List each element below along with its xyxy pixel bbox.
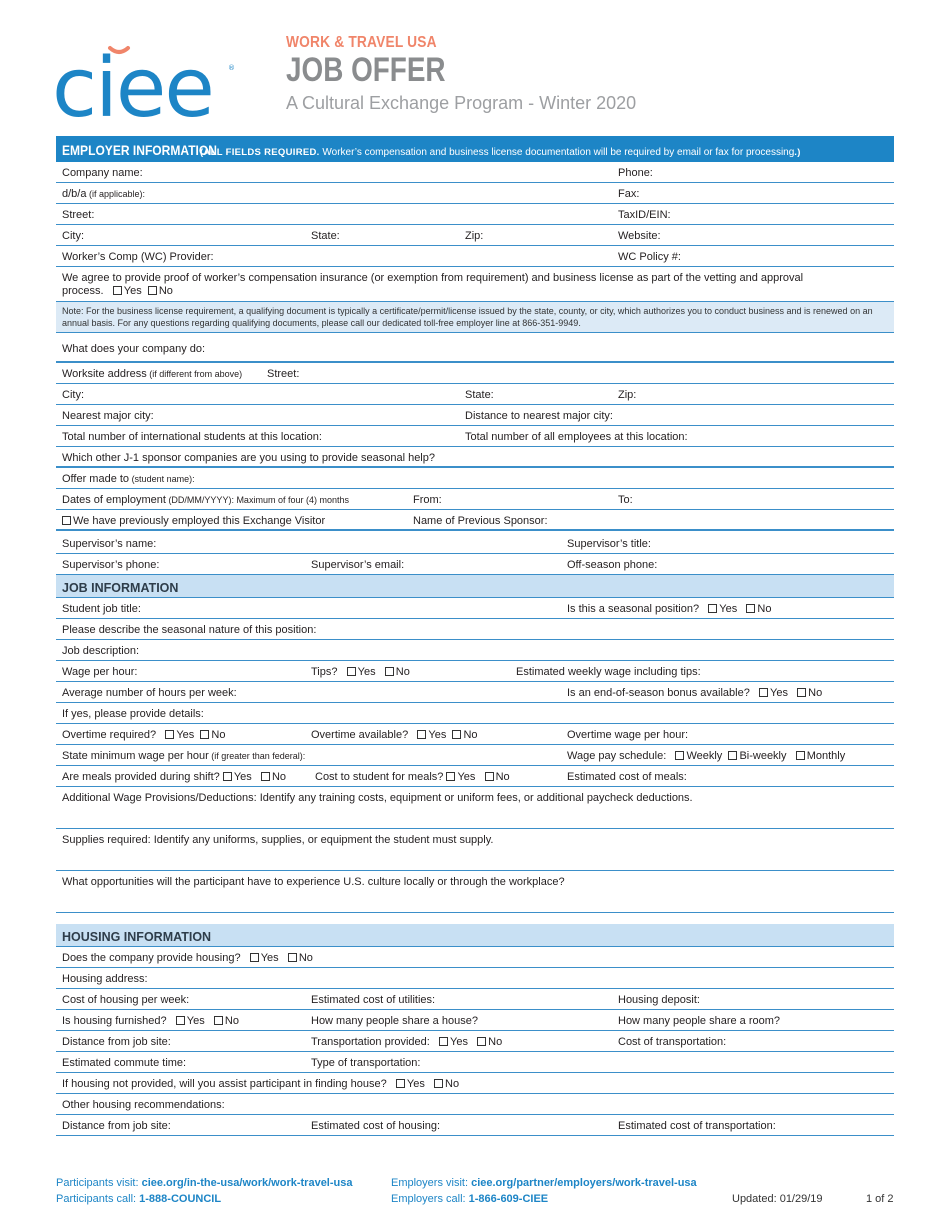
bonus-details-label: If yes, please provide details:	[62, 708, 204, 720]
dba-row[interactable]	[56, 183, 894, 204]
transport-cost-label: Cost of transportation:	[618, 1036, 727, 1048]
prev-employed-label: We have previously employed this Exchange Visitor	[62, 515, 325, 527]
job-title-label: Student job title:	[62, 603, 141, 615]
bonus-details-row[interactable]	[56, 703, 894, 724]
commute-label: Estimated commute time:	[62, 1057, 187, 1069]
tips-yes-checkbox[interactable]	[347, 667, 356, 676]
wc-provider-label: Worker’s Comp (WC) Provider:	[62, 251, 214, 263]
assist-yes-checkbox[interactable]	[396, 1079, 405, 1088]
employers-link[interactable]: ciee.org/partner/employers/work-travel-usa	[471, 1177, 697, 1189]
other-sponsors-row[interactable]	[56, 447, 894, 468]
agree-yes-checkbox[interactable]	[113, 286, 122, 295]
agree-no-checkbox[interactable]	[148, 286, 157, 295]
ot-req-yes-checkbox[interactable]	[165, 730, 174, 739]
seasonal-no-checkbox[interactable]	[746, 604, 755, 613]
min-wage-row[interactable]	[56, 745, 894, 766]
worksite-zip-label: Zip:	[618, 389, 637, 401]
supplies-row[interactable]	[56, 829, 894, 871]
logo-text: ciee	[52, 41, 213, 130]
furnished-row[interactable]	[56, 1010, 894, 1031]
dates-row[interactable]	[56, 489, 894, 510]
website-label: Website:	[618, 230, 661, 242]
spacer	[56, 913, 894, 924]
ot-req-no-checkbox[interactable]	[200, 730, 209, 739]
seasonal-yes-checkbox[interactable]	[708, 604, 717, 613]
employers-call: Employers call: 1-866-609-CIEE	[391, 1193, 549, 1205]
weekly-checkbox[interactable]	[675, 751, 684, 760]
page-subtitle: A Cultural Exchange Program - Winter 2020	[286, 93, 637, 113]
est-housing-label: Estimated cost of housing:	[311, 1120, 441, 1132]
prev-employed-checkbox[interactable]	[62, 516, 71, 525]
dates-label: Dates of employment (DD/MM/YYYY): Maximum of four (4) months	[62, 494, 349, 506]
what-does-row[interactable]	[56, 333, 894, 363]
distance2-label: Distance from job site:	[62, 1120, 171, 1132]
transport-yes-checkbox[interactable]	[439, 1037, 448, 1046]
worksite-city-label: City:	[62, 389, 84, 401]
seasonal-desc-row[interactable]	[56, 619, 894, 640]
ot-avail-no-checkbox[interactable]	[452, 730, 461, 739]
worksite-address-label: Worksite address (if different from above)	[62, 368, 243, 380]
company-name-row[interactable]	[56, 162, 894, 183]
assist-row[interactable]	[56, 1073, 894, 1094]
transport-provided-question: Transportation provided: Yes No	[311, 1036, 503, 1048]
meals-no-checkbox[interactable]	[261, 772, 270, 781]
assist-no-checkbox[interactable]	[434, 1079, 443, 1088]
phone-label: Phone:	[618, 167, 653, 179]
wage-row[interactable]	[56, 661, 894, 682]
est-costs-row[interactable]	[56, 1115, 894, 1136]
share-house-label: How many people share a house?	[311, 1015, 478, 1027]
ot-required-question: Overtime required? Yes No	[62, 729, 226, 741]
other-housing-row[interactable]	[56, 1094, 894, 1115]
all-employees-label: Total number of all employees at this location:	[465, 431, 688, 443]
svg-text:®: ®	[228, 64, 235, 72]
ot-wage-label: Overtime wage per hour:	[567, 729, 689, 741]
utilities-label: Estimated cost of utilities:	[311, 994, 436, 1006]
sup-name-label: Supervisor’s name:	[62, 538, 157, 550]
page-title: JOB OFFER	[286, 51, 446, 89]
other-sponsors-label: Which other J-1 sponsor companies are you using to provide seasonal help?	[62, 452, 435, 464]
furnished-no-checkbox[interactable]	[214, 1016, 223, 1025]
housing-provide-question: Does the company provide housing? Yes No	[62, 952, 313, 964]
sup-phone-label: Supervisor’s phone:	[62, 559, 160, 571]
nearest-city-label: Nearest major city:	[62, 410, 154, 422]
meals-est-label: Estimated cost of meals:	[567, 771, 687, 783]
ot-available-question: Overtime available? Yes No	[311, 729, 478, 741]
worksite-city-row[interactable]	[56, 384, 894, 405]
furnished-question: Is housing furnished? Yes No	[62, 1015, 239, 1027]
distance-label: Distance from job site:	[62, 1036, 171, 1048]
housing-address-row[interactable]	[56, 968, 894, 989]
employer-section-header	[56, 136, 894, 162]
offer-made-label: Offer made to (student name):	[62, 473, 195, 485]
transport-no-checkbox[interactable]	[477, 1037, 486, 1046]
culture-label: What opportunities will the participant have to experience U.S. culture locally or through the workplace?	[62, 876, 565, 888]
worksite-state-label: State:	[465, 389, 494, 401]
employer-heading: EMPLOYER INFORMATION	[62, 142, 217, 158]
worksite-street-label: Street:	[267, 368, 300, 380]
job-section-header: JOB INFORMATION	[56, 575, 894, 598]
page-number: 1 of 2	[866, 1193, 894, 1205]
title-block	[286, 34, 636, 114]
fax-label: Fax:	[618, 188, 640, 200]
updated-date: Updated: 01/29/19	[732, 1193, 823, 1205]
city-label: City:	[62, 230, 84, 242]
housing-yes-checkbox[interactable]	[250, 953, 259, 962]
what-does-label: What does your company do:	[62, 343, 206, 355]
cost-week-label: Cost of housing per week:	[62, 994, 190, 1006]
additional-wage-row[interactable]	[56, 787, 894, 829]
bonus-question: Is an end-of-season bonus available? Yes No	[567, 687, 823, 699]
meals-yes-checkbox[interactable]	[223, 772, 232, 781]
totals-row[interactable]	[56, 426, 894, 447]
dba-label: d/b/a (if applicable):	[62, 188, 145, 200]
agreement-paragraph: We agree to provide proof of worker’s compensation insurance (or exemption from requirement) and business license as part of the vetting and approval process. Yes No	[56, 267, 894, 302]
job-offer-form	[56, 136, 894, 1136]
wage-label: Wage per hour:	[62, 666, 138, 678]
sup-title-label: Supervisor’s title:	[567, 538, 651, 550]
zip-label: Zip:	[465, 230, 484, 242]
bonus-no-checkbox[interactable]	[797, 688, 806, 697]
taxid-label: TaxID/EIN:	[618, 209, 671, 221]
offseason-phone-label: Off-season phone:	[567, 559, 658, 571]
share-room-label: How many people share a room?	[618, 1015, 781, 1027]
job-title-row[interactable]	[56, 598, 894, 619]
distance-row[interactable]	[56, 1031, 894, 1052]
supplies-label: Supplies required: Identify any uniforms, supplies, or equipment the student must supply.	[62, 834, 494, 846]
intl-students-label: Total number of international students at this location:	[62, 431, 322, 443]
program-name: WORK & TRAVEL USA	[286, 34, 437, 51]
housing-no-checkbox[interactable]	[288, 953, 297, 962]
employers-visit: Employers visit: ciee.org/partner/employers/work-travel-usa	[391, 1177, 697, 1189]
transport-type-label: Type of transportation:	[311, 1057, 421, 1069]
supervisor-phone-row[interactable]	[56, 554, 894, 575]
wc-row[interactable]	[56, 246, 894, 267]
to-label: To:	[618, 494, 633, 506]
employer-heading-note: (ALL FIELDS REQUIRED. Worker’s compensation and business license documentation will be required by email or fax for processing.)	[200, 147, 801, 158]
state-label: State:	[311, 230, 340, 242]
avg-hours-row[interactable]	[56, 682, 894, 703]
job-desc-row[interactable]	[56, 640, 894, 661]
tips-no-checkbox[interactable]	[385, 667, 394, 676]
est-transport-label: Estimated cost of transportation:	[618, 1120, 776, 1132]
agreement-text: We agree to provide proof of worker’s compensation insurance (or exemption from requirement) and business license as part of the vetting and approval	[62, 272, 804, 284]
employers-phone[interactable]: 1-866-609-CIEE	[468, 1193, 549, 1205]
seasonal-desc-label: Please describe the seasonal nature of this position:	[62, 624, 317, 636]
sup-email-label: Supervisor’s email:	[311, 559, 405, 571]
housing-section-header: HOUSING INFORMATION	[56, 924, 894, 947]
supervisor-name-row[interactable]	[56, 533, 894, 554]
participants-phone[interactable]: 1-888-COUNCIL	[139, 1193, 222, 1205]
meals-question: Are meals provided during shift? Yes No	[62, 771, 286, 783]
bonus-yes-checkbox[interactable]	[759, 688, 768, 697]
housing-cost-row[interactable]	[56, 989, 894, 1010]
meals-cost-question: Cost to student for meals? Yes No	[315, 771, 510, 783]
street-row[interactable]	[56, 204, 894, 225]
participants-visit: Participants visit: ciee.org/in-the-usa/work/work-travel-usa	[56, 1177, 353, 1189]
meals-row[interactable]	[56, 766, 894, 787]
furnished-yes-checkbox[interactable]	[176, 1016, 185, 1025]
prev-employed-row[interactable]	[56, 510, 894, 531]
weekly-wage-label: Estimated weekly wage including tips:	[516, 666, 701, 678]
tips-question: Tips? Yes No	[311, 666, 410, 678]
meals-cost-yes-checkbox[interactable]	[446, 772, 455, 781]
participants-link[interactable]: ciee.org/in-the-usa/work/work-travel-usa	[141, 1177, 353, 1189]
meals-cost-no-checkbox[interactable]	[485, 772, 494, 781]
assist-question: If housing not provided, will you assist participant in finding house? Yes No	[62, 1078, 460, 1090]
biweekly-checkbox[interactable]	[728, 751, 737, 760]
housing-provide-row[interactable]	[56, 947, 894, 968]
pay-schedule-question: Wage pay schedule: Weekly Bi-weekly Monthly	[567, 750, 846, 762]
ot-avail-yes-checkbox[interactable]	[417, 730, 426, 739]
offer-made-row[interactable]	[56, 468, 894, 489]
distance-city-label: Distance to nearest major city:	[465, 410, 613, 422]
deposit-label: Housing deposit:	[618, 994, 700, 1006]
avg-hours-label: Average number of hours per week:	[62, 687, 237, 699]
monthly-checkbox[interactable]	[796, 751, 805, 760]
nearest-city-row[interactable]	[56, 405, 894, 426]
wc-policy-label: WC Policy #:	[618, 251, 681, 263]
min-wage-label: State minimum wage per hour (if greater than federal):	[62, 750, 306, 762]
culture-row[interactable]	[56, 871, 894, 913]
housing-address-label: Housing address:	[62, 973, 148, 985]
additional-wage-label: Additional Wage Provisions/Deductions: Identify any training costs, equipment or uniform fees, or additional paycheck deductions.	[62, 792, 693, 804]
seasonal-question: Is this a seasonal position? Yes No	[567, 603, 772, 615]
city-row[interactable]	[56, 225, 894, 246]
other-housing-label: Other housing recommendations:	[62, 1099, 225, 1111]
prev-sponsor-label: Name of Previous Sponsor:	[413, 515, 548, 527]
worksite-address-row[interactable]	[56, 363, 894, 384]
license-note: Note: For the business license requirement, a qualifying document is typically a certificate/permit/license issued by the state, county, or city, which authorizes you to conduct business and is renewed on an annual basis. For any questions regarding qualifying documents, please call our dedicated toll-free employer line at 866-351-9949.	[56, 302, 894, 333]
participants-call: Participants call: 1-888-COUNCIL	[56, 1193, 222, 1205]
ciee-logo	[52, 40, 242, 130]
street-label: Street:	[62, 209, 95, 221]
job-desc-label: Job description:	[62, 645, 140, 657]
company-name-label: Company name:	[62, 167, 143, 179]
from-label: From:	[413, 494, 442, 506]
commute-row[interactable]	[56, 1052, 894, 1073]
overtime-row[interactable]	[56, 724, 894, 745]
